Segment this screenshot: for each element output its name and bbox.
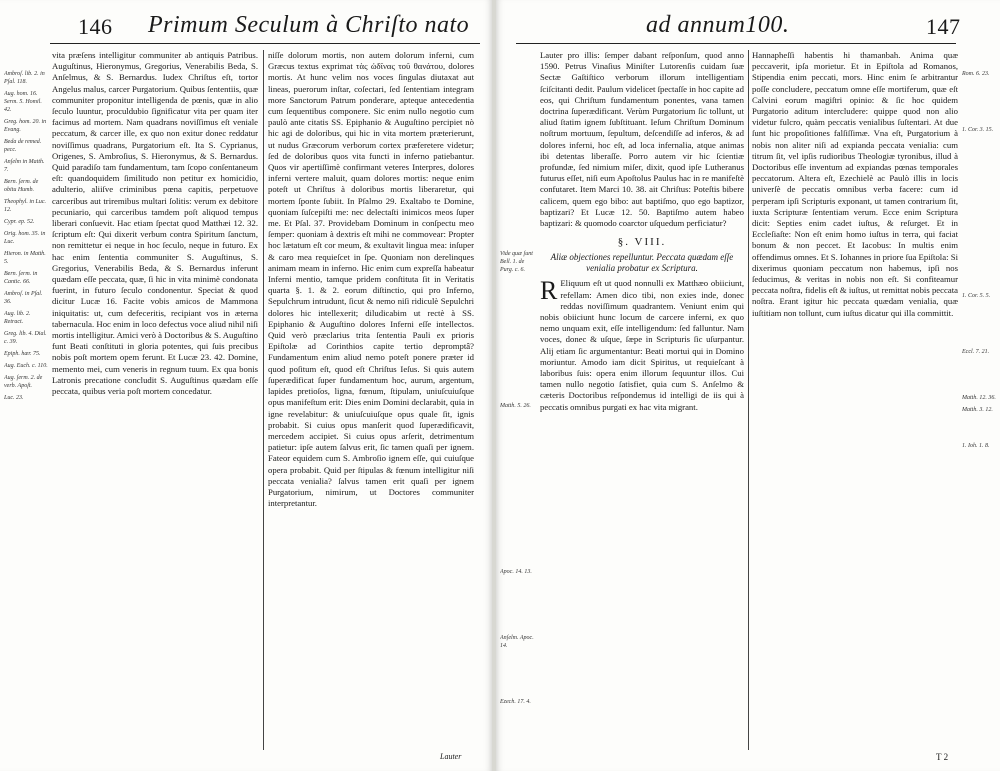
body-text: Lauter pro illis: ſemper dabant reſponſum, quod anno 1590. Petrus Vinaſius Miniſter Lutorenſis cuidam ſuæ Sectæ Gaſtiſtico verborum illorum intelligentiam ſciſcitanti dedit. Paulum videlicet ſpectaſſe in hoc capite ad eos, qui Chriſtum fundamentum ponentes, vana tamen doctrina ſuperædificant. Verùm Purgatorium ſic tollunt, ut aliud ſtatim ignem ſubſtituant. Ieſum Chriſtum Dominum noſtrum mortuum, ſepultum, deſcendiſſe ad inferos, & ad dolores inferni, hoc eſt, ad loca infernalia, atque animas ibi detentas liberaſſe. Porro autem vir hic ſcientiæ profundæ, ſed nimium miſer, dixit, quod ipſe Lutheranus futurus eſſet, niſi eum Apoſtolus Paulus hac in re manifeſtè confutaret. Item Marci 10. 38. ait Chriſtus: Poteſtis bibere calicem, quem ego bibo: aut baptiſmo, quo ego baptizor, baptizari? Et Lucæ 12. 50. Baptiſmo autem habeo baptizari: & quomodo coarctor uſquedum perficiatur? [540, 50, 744, 229]
section-title: §. VIII. [617, 236, 667, 249]
left-page [0, 0, 492, 771]
margin-note: Hieron. in Matth. 5. [4, 251, 46, 265]
catchword: Lauter [440, 752, 462, 761]
margin-notes-outer [962, 70, 998, 454]
running-title: Primum Seculum à Chriſto nato [148, 12, 470, 38]
margin-note: 1. Cor. 5. 5. [962, 293, 991, 299]
margin-note: Matth. 3. 12. [962, 407, 993, 413]
margin-note: Vide quæ ſunt Bell. 1. de Purg. c. 6. [500, 251, 533, 273]
right-page [496, 0, 1000, 771]
text-column-1 [540, 50, 744, 750]
signature-mark: T 2 [936, 752, 949, 762]
margin-note: Rom. 6. 23. [962, 71, 990, 77]
margin-note: Aug. Euch. c. 110. [4, 363, 48, 369]
margin-note: Luc. 23. [4, 395, 24, 401]
body-text: niſſe dolorum mortis, non autem dolorum inferni, cum Græcus textus exprimat τὰς ὠδῖνας τοῦ θανάτου, dolores mortis. At hunc velim nos voces ſingulas diutaxat aut lineas, puerorum inſtar, coſectari, ſed ſententiam integram more Sanctorum Patrum ponderare, apteque antecedentia cum ſequentibus componere. Sic enim nullo negotio cum paulò ante citatis SS. Epiphanio & Auguſtino percipiet nò hic agi de doloribus, qui hic in vita mortem præterierunt, ut nudus Græcorum verborum cortex præferetere videtur; ſed de doloribus quos vita functi in inferno patiebantur. Quos vir apertiſſimè confirmant veteres Interpres, dolores inferni vertere maluit, quam dolores mortis: neque enim poteſt ut Chriſtus à doloribus mortis liberaretur, qui mortem ſponte ſubiit. In Pſalmo 29. Exaltabo te Domine, quoniam ſuſcepiſti me: nec delectaſti inimicos meos ſuper me. Et Pſal. 37. Providebam Dominum in conſpectu meo ſemper: quoniam à dextris eſt mihi ne commovear: Propter hoc lætatum eſt cor meum, & exultavit lingua mea: inſuper & caro mea requieſcet in ſpe. Quoniam non derelinques animam meam in inferno. Hic enim cum expreſſa habeatur Inferni mentio, tamque pridem conſtituta ſit in Veritatis quarta §. 1. & 2. eorum diſtinctio, qui pro Inferno, Sepulchrum intrudunt, ſicut & nemo niſi ridiculè Sepulchri dolores hic intellexerit; diludicabim ut rectè à SS. Epiphanio & Auguſtino dolores Inferni eſſe intellectos. Quid verò præclarius trita ſententia Pauli ex prioris Epiſtolæ ad Corinthios capite tertio depromptâ? Fundamentum enim aliud nemo poteſt ponere præter id quod poſitum eſt, quod eſt Chriſtus Ieſus. Si quis autem ſuperædificat ſuper fundamentum hoc, aurum, argentum, lapides pretioſos, ligna, fœnum, ſtipulam, uniuſcuiuſque opus manifeſtum erit: Dies enim Domini declarabit, quia in igne revelabitur: & uniuſcuiuſque opus quale ſit, ignis probabit. Si cuius opus manſerit quod ſuperædificavit, mercedem accipiet. Si cuius opus arſerit, detrimentum patietur: ipſe autem ſalvus erit, ſic tamen quaſi per ignem. Fateor equidem cum S. Ambroſio ignem eſſe, qui cuiuſque opera probabit. Quid per ſtipulas & fœnum intelligitur niſi peccata venialia? ſalvus tamen erit quaſi per ignem Purgatorium, nimirum, ut Doctores communiter interpretantur. [268, 50, 474, 509]
section-subtitle: Aliæ objectiones repelluntur. Peccata quædam eſſe venialia probatur ex Scriptura. [550, 252, 734, 274]
margin-note: Bern. ſerm. in Cantic. 66. [4, 271, 38, 285]
header-rule [516, 43, 956, 44]
text-column-2 [752, 50, 958, 750]
margin-note: 1. Ioh. 1. 8. [962, 443, 990, 449]
margin-note: Apoc. 14. 13. [500, 569, 532, 575]
body-text: vita præſens intelligitur communiter ab antiquis Patribus. Auguſtinus, Hieronymus, Gregorius, Venerabilis Beda, S. Anſelmus, & S. Bernardus. Iudex Chriſtus eſt, tortor Angelus malus, carcer Purgatorium. Quibus ſententiis, quæ communiter proponitur intelligenda de pœnis, quæ in alio ſeculo luuntur, proculdubio ſignificatur vita per quam iter facimus ad mortem. Nam quadrans noviſſimus eſt veniale peccatum, & carcer ille, ex quo non exitur donec reddatur noviſſimus quadrans, Purgatorium eſt. Ita S. Cyprianus, Origenes, S. Ambroſius, S. Hieronymus, & S. Bernardus. Quid paradiſo tam fundamentum, tam ſcopo conſentaneum eſt: quandoquidem ſimilitudo non petitur ex homicidio, adulterio, aliiſve criminibus pœna capitis, perpetuove carceribus aut triremibus multari ſolitis: verum ex debitore pecuniario, qui carceribus tamdem poſt aliquod tempus liberari conſuevit. Hac etiam ſpectat quod Matthæi 12. 32. ſcriptum eſt: Qui dixerit verbum contra Spiritum ſanctum, non remittetur ei neque in hoc ſeculo, neque in futuro. Ex hac enim ſententia communiter S. Auguſtinus, S. Gregorius, Venerabilis Beda, & S. Bernardus inferunt quædam eſſe peccata, quæ, ſi hic in vita minimè condonata fuerint, in futuro ſeculo condonentur. Speciat & quod dicitur Lucæ 16. Facite vobis amicos de Mammona iniquitatis: ut, cum defeceritis, recipiant vos in æterna tabernacula. Hoc enim in loco defectus voce aliud nihil niſi mortis intelligitur. Amici verò à Doctoribus & S. Auguſtino funt Beati conſtituti in gloria potentes, qui ſuis precibus nobis poſt mortem opem ferunt. Et Lucæ 23. 42. Domine, memento mei, cum veneris in regnum tuum. Ex qua bonis Latronis precatione concludit S. Auguſtinus quædam eſſe peccata, quibus veria poſt mortem concedatur. [52, 50, 258, 397]
text-column-2 [268, 50, 474, 750]
column-divider [748, 50, 749, 750]
drop-cap: R [540, 276, 558, 306]
page-number: 146 [78, 14, 113, 39]
margin-notes-inner [500, 250, 536, 710]
margin-note: Ambroſ. lib. 2. in Pſal. 118. [4, 71, 45, 85]
margin-note: Matth. 12. 36. [962, 395, 996, 401]
margin-note: Aug. ſerm. 2. de verb. Apoſt. [4, 375, 43, 389]
running-title: ad annum100. [646, 12, 790, 38]
margin-note: Ezech. 17. 4. [500, 699, 531, 705]
margin-note: Matth. 5. 26. [500, 403, 531, 409]
margin-note: Anſelm in Matth. 7. [4, 159, 45, 173]
margin-note: Epiph. hær. 75. [4, 351, 41, 357]
margin-note: Theophyl. in Luc. 12. [4, 199, 46, 213]
margin-note: Ambroſ. in Pſal. 36. [4, 291, 43, 305]
margin-note: Aug. hom. 16. Serm. 5. Homil. 42. [4, 91, 42, 113]
margin-note: Bern. ſerm. de obitu Humb. [4, 179, 39, 193]
margin-note: Cypr. ep. 52. [4, 219, 35, 225]
margin-note: Orig. hom. 35. in Luc. [4, 231, 46, 245]
margin-note: Eccl. 7. 21. [962, 349, 990, 355]
page-number: 147 [926, 14, 961, 39]
text-column-1 [52, 50, 258, 750]
body-text-continued: Eliquum eſt ut quod nonnulli ex Matthæo obiiciunt, refellam: Amen dico tibi, non exies inde, donec reddas noviſſimum quadrantem. Veniunt enim qui nobis obiiciunt hunc locum de carcere inferni, ex quo nemo unquam exit, eſſe intelligendum: ſed falluntur. Nam voces, donec & uſque, ſæpe in Scripturis ſic uſurpantur. Alij etiam ſic argumentantur: Beati mortui qui in Domino moriuntur. Amodo iam dicit Spiritus, ut requieſcant à laboribus ſuis: opera enim illorum ſequuntur illos. Cui tamen nullo negotio ſatisfiet, quia cum S. Anſelmo & cæteris Doctoribus reſpondemus id intelligi de iis qui à peccatis omnibus purgati ex hac vita migrant. [540, 278, 744, 412]
margin-notes [4, 70, 48, 406]
header-rule [50, 43, 480, 44]
margin-note: Anſelm. Apoc. 14. [500, 635, 534, 649]
margin-note: 1. Cor. 3. 15. [962, 127, 994, 133]
body-text: Hannapheſſi habentis hi thamanbah. Anima quæ peccaverit, ipſa morietur. Et in Epiſtola ad Romanos, Stipendia enim peccati, mors. Hinc enim ſe arbitrantur poſſe concludere, peccatum omne eſſe mortiferum, quæ eſt Calvini eorum magiſtri opinio: & ſic hoc quidem Purgatorio aditum intercludere: quippe quod non alio videtur fulcro, quàm peccatis venialibus ſuſtentari. At due ſunt hic propoſitiones falſiſſimæ. Vna eſt, Purgatorium à nobis non aliter niſi ad expianda peccata venialia: cum titrum ſit, vel ipſis rudioribus Theologiæ tyronibus, illud à Doctoribus eſſe inventum ad expiandas pœnas temporales peccatorum. Altera eſt, Ezechielè ac Paulò illis in locis univerſè de peccatis omnibus verba facere: cum id perperam ipſi Scripturis exponant, ut tamen contrarium ſit, iuxta Scripturæ ſententiam verum. Ecce enim Scriptura dicit: Septies enim cadet iuſtus, & reſurget. Et in Eccleſiaſte: Non eſt enim homo iuſtus in terra, qui faciat bonum & non peccet. Et Iacobus: In multis enim offendimus omnes. Et S. Iohannes in priore ſua Epiſtola: Si dixerimus quoniam peccatum non habemus, ipſi nos ſeducimus, & veritas in nobis non eſt. Si confiteamur peccata noſtra, fidelis eſt & iuſtus, ut remittat nobis peccata noſtra. Erant igitur hic peccata quædam venialia, quæ iuſtitiam non tollunt, cum iuſtus dicatur qui illa committit. [752, 50, 958, 318]
margin-note: Greg. hom. 20. in Evang. [4, 119, 47, 133]
column-divider [263, 50, 264, 750]
margin-note: Greg. lib. 4. Dial. c. 39. [4, 331, 47, 345]
margin-note: Aug. lib. 2. Retract. [4, 311, 31, 325]
margin-note: Beda de remed. pecc. [4, 139, 42, 153]
body-text [540, 278, 744, 412]
